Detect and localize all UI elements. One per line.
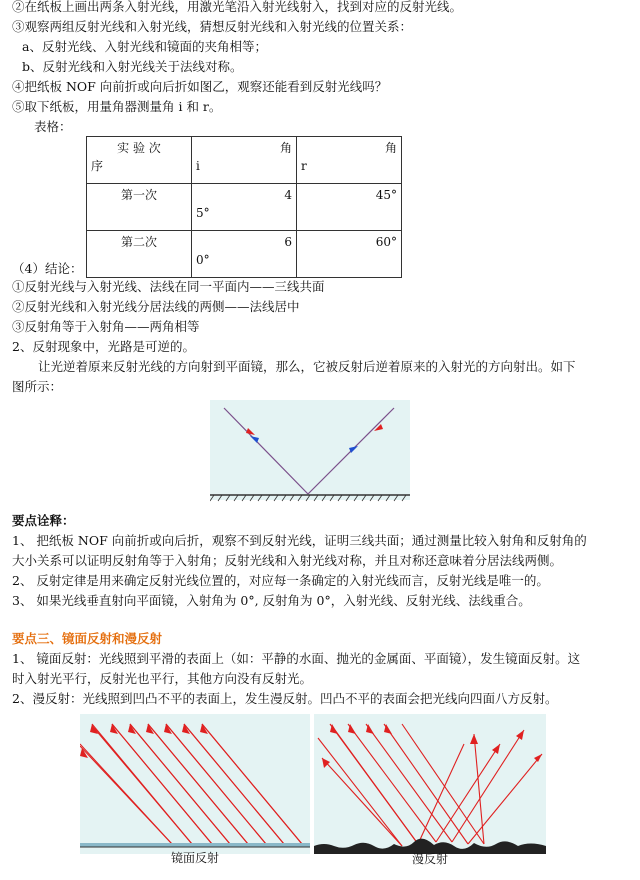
angle-r-cell [297, 184, 402, 231]
angle-i-bottom: 0° [196, 253, 210, 267]
specular-reflection-diagram [80, 714, 310, 866]
angle-r: 45° [375, 188, 397, 202]
diffuse-line: 2、漫反射：光线照到凹凸不平的表面上，发生漫反射。凹凸不平的表面会把光线向四面八方反射。 [12, 691, 558, 706]
key-point-1-line-1: 1、 把纸板 NOF 向前折或向后折，观察不到反射光线，证明三线共面；通过测量比较入射角和反射角的 [12, 533, 587, 548]
reversibility-text-1: 让光逆着原来反射光线的方向射到平面镜，那么，它被反射后逆着原来的入射光的方向射出。如下 [38, 359, 576, 374]
key-point-3: 3、 如果光线垂直射向平面镜，入射角为 0°, 反射角为 0°，入射光线、反射光线、法线重合。 [12, 593, 531, 608]
trial-name: 第一次 [120, 188, 157, 202]
key-point-1-line-2: 大小关系可以证明反射角等于入射角；反射光线和入射光线对称，并且对称还意味着分居法线两侧。 [12, 553, 563, 568]
diffuse-label: 漫反射 [411, 852, 449, 866]
conclusion-3: ③反射角等于入射角——两角相等 [12, 319, 200, 334]
specular-label: 镜面反射 [170, 851, 220, 865]
conclusion-title: （4）结论： [12, 261, 83, 276]
angle-i-bottom: 5° [196, 206, 210, 220]
step-3: ③观察两组反射光线和入射光线，猜想反射光线和入射光线的位置关系： [12, 19, 413, 34]
header-i-bottom: i [196, 159, 200, 173]
angle-i-top: 4 [284, 188, 292, 202]
trial-cell [87, 184, 192, 231]
table-label: 表格： [34, 119, 72, 134]
conclusion-1: ①反射光线与入射光线、法线在同一平面内——三线共面 [12, 279, 325, 294]
mirror-surface [80, 843, 310, 847]
header-trial [87, 137, 192, 184]
header-angle-r [297, 137, 402, 184]
header-trial-top: 实 验 次 [117, 141, 161, 155]
step-4: ④把纸板 NOF 向前折或向后折如图乙，观察还能看到反射光线吗？ [12, 79, 388, 94]
header-r-bottom: r [301, 159, 307, 173]
step-3a: a、反射光线、入射光线和镜面的夹角相等； [22, 39, 267, 54]
reversible-light-diagram [210, 400, 410, 510]
step-2: ②在纸板上画出两条入射光线，用激光笔沿入射光线射入，找到对应的反射光线。 [12, 0, 463, 14]
reversibility-text-2: 图所示： [12, 379, 63, 394]
angle-i-top: 6 [284, 235, 292, 249]
header-angle-i [192, 137, 297, 184]
specular-line-2: 时入射光平行，反射光也平行，其他方向没有反射光。 [12, 671, 313, 686]
table-row [87, 184, 402, 231]
diffuse-reflection-diagram [314, 714, 546, 866]
section-3-title: 要点三、镜面反射和漫反射 [12, 631, 163, 646]
header-i-top: 角 [279, 141, 292, 155]
step-5: ⑤取下纸板，用量角器测量角 i 和 r。 [12, 99, 222, 114]
specular-line-1: 1、 镜面反射：光线照到平滑的表面上（如：平静的水面、抛光的金属面、平面镜），发生镜面反射。这 [12, 651, 581, 666]
angle-r: 60° [375, 235, 397, 249]
diagram-background [210, 400, 410, 500]
header-trial-bottom: 序 [91, 159, 104, 173]
angle-i-cell [192, 184, 297, 231]
reversibility-heading: 2、反射现象中，光路是可逆的。 [12, 339, 195, 354]
experiment-table [86, 136, 402, 278]
table-header-row [87, 137, 402, 184]
conclusion-2: ②反射光线和入射光线分居法线的两侧——法线居中 [12, 299, 300, 314]
key-points-title: 要点诠释： [12, 513, 75, 528]
key-point-2: 2、 反射定律是用来确定反射光线位置的，对应每一条确定的入射光线而言，反射光线是唯一的。 [12, 573, 549, 588]
header-r-top: 角 [384, 141, 397, 155]
step-3b: b、反射光线和入射光线关于法线对称。 [22, 59, 243, 74]
diagram-background [314, 714, 546, 854]
trial-name: 第二次 [120, 235, 157, 249]
